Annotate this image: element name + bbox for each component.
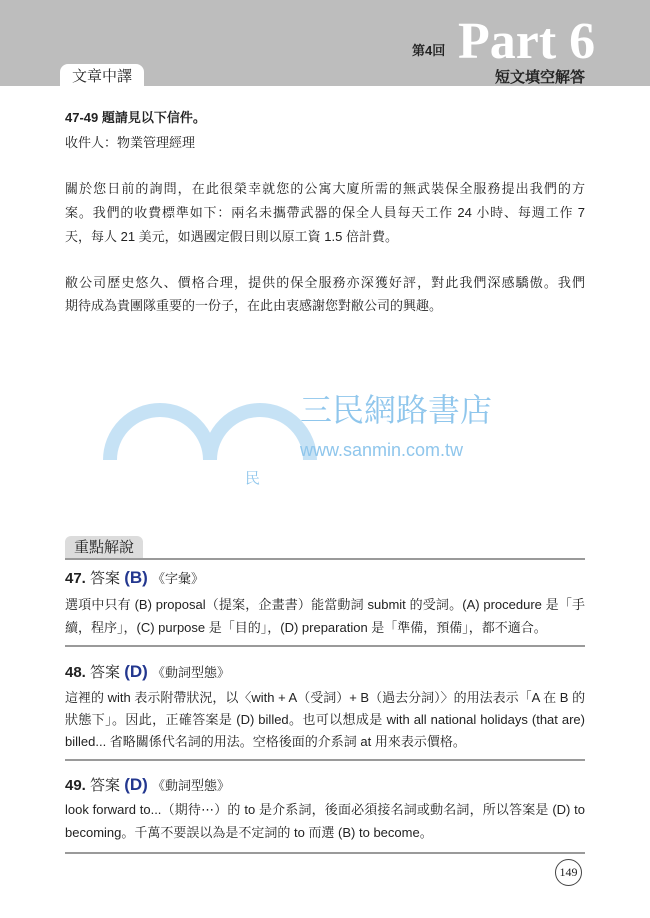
section-tab-explanations: 重點解說: [65, 536, 143, 559]
answer-choice: (D): [124, 775, 148, 794]
question-48-heading: [65, 662, 230, 683]
question-number: 48.: [65, 664, 86, 681]
divider: [65, 852, 585, 854]
page-number: 149: [555, 859, 582, 886]
category: 《動詞型態》: [152, 665, 231, 680]
question-47-heading: [65, 568, 204, 589]
explanation-line: 狀態下」。因此，正確答案是 (D) billed。也可以想成是 with all national holidays (that are): [65, 712, 585, 727]
watermark-mark: 民: [245, 470, 261, 487]
category: 《動詞型態》: [152, 778, 231, 793]
answer-choice: (D): [124, 662, 148, 681]
translation-heading: 47-49 題請見以下信件。: [65, 110, 206, 125]
divider: [65, 645, 585, 647]
question-number: 47.: [65, 570, 86, 587]
watermark-logo-icon: [100, 400, 340, 460]
section-tab-translation: 文章中譯: [60, 64, 144, 88]
recipient-line: 收件人：物業管理經理: [65, 135, 196, 150]
explanation-line: billed... 省略關係代名詞的用法。空格後面的介系詞 at 用來表示價格。: [65, 734, 466, 749]
explanation-line: 續，程序」，(C) purpose 是「目的」，(D) preparation 是「準備，預備」，都不適合。: [65, 620, 547, 635]
explanation-line: look forward to...（期待⋯）的 to 是介系詞，後面必須接名詞或動名詞，所以答案是 (D) to: [65, 802, 585, 817]
watermark-url: www.sanmin.com.tw: [300, 440, 464, 460]
divider: [65, 558, 585, 560]
paragraph-1-line: 關於您日前的詢問，在此很榮幸就您的公寓大廈所需的無武裝保全服務提出我們的方: [65, 181, 585, 196]
question-49-heading: [65, 775, 230, 796]
paragraph-2-line: 敝公司歷史悠久、價格合理，提供的保全服務亦深獲好評，對此我們深感驕傲。我們: [65, 275, 585, 290]
explanation-line: becoming。千萬不要誤以為是不定詞的 to 而選 (B) to become。: [65, 825, 433, 840]
answer-label: 答案: [90, 777, 121, 794]
explanation-line: 選項中只有 (B) proposal（提案，企畫書）能當動詞 submit 的受詞。(A) procedure 是「手: [65, 597, 585, 612]
part-title: Part 6: [458, 13, 596, 70]
watermark-name: 三民網路書店: [300, 391, 493, 429]
explanation-line: 這裡的 with 表示附帶狀況，以〈with + A（受詞）+ B（過去分詞）〉的用法表示「A 在 B 的: [65, 690, 586, 705]
round-label: 第4回: [412, 43, 446, 58]
answer-label: 答案: [90, 664, 121, 681]
answer-label: 答案: [90, 570, 121, 587]
paragraph-2-line: 期待成為貴團隊重要的一份子，在此由衷感謝您對敝公司的興趣。: [65, 298, 443, 313]
category: 《字彙》: [152, 571, 205, 586]
divider: [65, 759, 585, 761]
question-number: 49.: [65, 777, 86, 794]
paragraph-1-line: 天，每人 21 美元，如遇國定假日則以原工資 1.5 倍計費。: [65, 229, 398, 244]
answer-choice: (B): [124, 568, 148, 587]
paragraph-1-line: 案。我們的收費標準如下：兩名未攜帶武器的保全人員每天工作 24 小時、每週工作 7: [65, 205, 585, 220]
part-subtitle: 短文填空解答: [494, 69, 585, 86]
